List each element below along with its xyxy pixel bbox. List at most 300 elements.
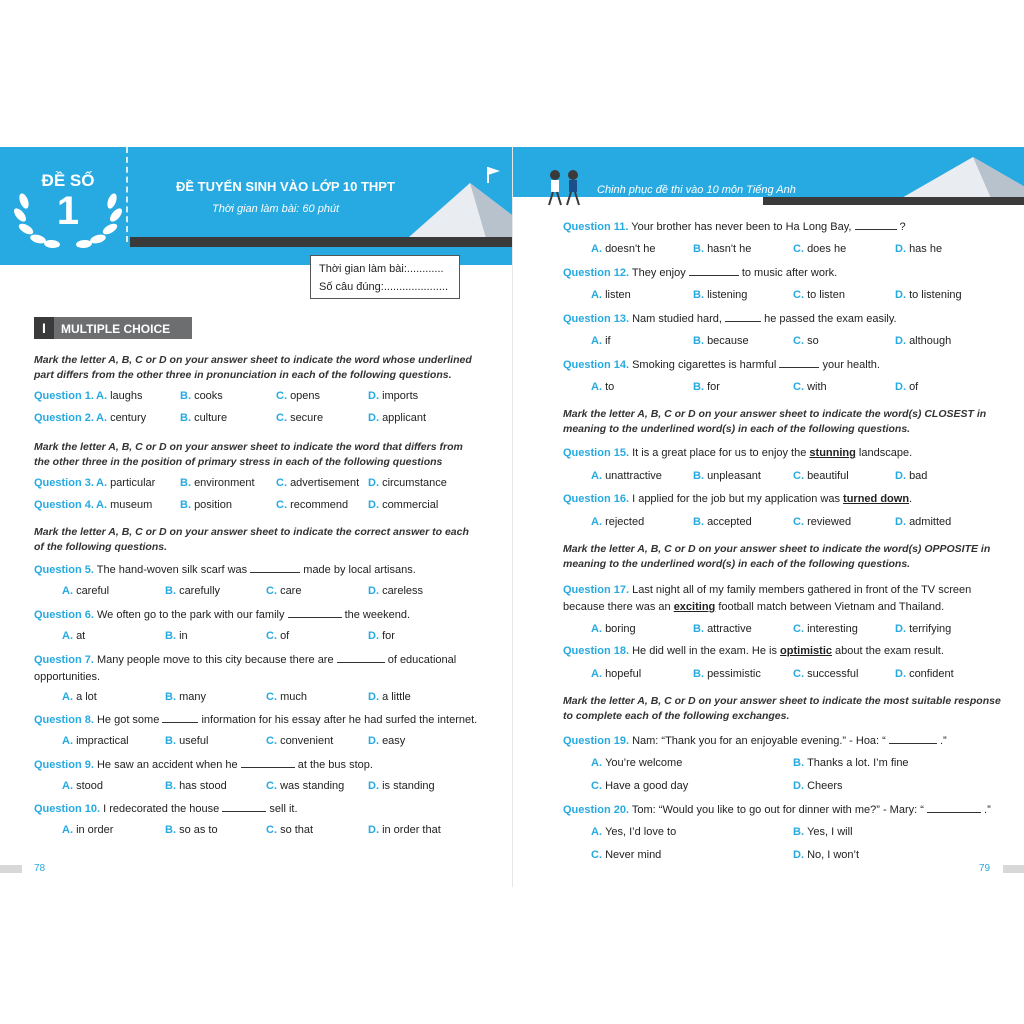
option-letter: B.	[180, 412, 195, 424]
question-2	[34, 412, 94, 424]
option-text: for	[382, 630, 395, 642]
header-dark-stripe	[130, 237, 512, 247]
option-text: bad	[909, 470, 928, 482]
option-letter: A.	[62, 691, 77, 703]
option-text: particular	[110, 477, 156, 489]
question-text: I applied for the job but my application was	[629, 493, 844, 505]
answer-blank	[250, 563, 300, 573]
option-letter: C.	[266, 585, 281, 597]
option-d[interactable]	[368, 477, 447, 489]
option-text: successful	[807, 668, 859, 680]
option-text: hasn't he	[707, 243, 752, 255]
option-letter: A.	[96, 499, 111, 511]
option-letter: B.	[165, 824, 180, 836]
option-text: unattractive	[605, 470, 662, 482]
option-text: museum	[110, 499, 153, 511]
option-c[interactable]	[266, 585, 301, 597]
mountain-icon	[893, 151, 1024, 203]
underlined-keyword: exciting	[673, 601, 716, 613]
answer-blank	[162, 713, 198, 723]
question-label: Question 2.	[34, 412, 94, 424]
option-d[interactable]	[895, 381, 918, 393]
option-text: Yes, I’d love to	[605, 826, 677, 838]
answer-blank	[889, 734, 937, 744]
option-b[interactable]	[693, 243, 751, 255]
option-c[interactable]	[793, 516, 851, 528]
option-letter: D.	[895, 623, 910, 635]
option-letter: C.	[793, 243, 808, 255]
exam-title: ĐỀ TUYỂN SINH VÀO LỚP 10 THPT	[176, 179, 395, 194]
option-a[interactable]	[591, 381, 614, 393]
option-text: applicant	[382, 412, 427, 424]
option-b[interactable]	[693, 623, 752, 635]
option-text: stood	[76, 780, 103, 792]
option-letter: A.	[591, 826, 606, 838]
option-d[interactable]	[368, 630, 395, 642]
question-1	[34, 390, 94, 402]
option-letter: D.	[895, 668, 910, 680]
option-text: rejected	[605, 516, 645, 528]
option-letter: C.	[793, 470, 808, 482]
option-c[interactable]	[793, 381, 827, 393]
question-text: I redecorated the house	[100, 803, 223, 815]
option-text: Thanks a lot. I’m fine	[807, 757, 909, 769]
option-d[interactable]	[793, 780, 843, 792]
option-a[interactable]	[591, 335, 611, 347]
option-letter: C.	[793, 335, 808, 347]
option-a[interactable]	[591, 623, 636, 635]
option-text: at	[76, 630, 86, 642]
option-letter: C.	[793, 289, 808, 301]
students-illustration-icon	[543, 169, 587, 209]
question-text: We often go to the park with our family	[93, 609, 288, 621]
option-c[interactable]	[266, 780, 344, 792]
option-letter: D.	[368, 824, 383, 836]
option-text: so	[807, 335, 819, 347]
answer-blank	[689, 266, 739, 276]
option-d[interactable]	[368, 824, 441, 836]
option-letter: C.	[266, 735, 281, 747]
option-text: is standing	[382, 780, 435, 792]
option-d[interactable]	[793, 849, 859, 861]
question-label: Question 10.	[34, 803, 101, 815]
option-letter: D.	[895, 381, 910, 393]
option-b[interactable]	[180, 412, 227, 424]
question-text-end: .”	[980, 804, 991, 816]
option-d[interactable]	[368, 390, 418, 402]
option-text: advertisement	[290, 477, 360, 489]
option-c[interactable]	[266, 735, 333, 747]
option-letter: B.	[793, 757, 808, 769]
option-letter: C.	[591, 780, 606, 792]
option-b[interactable]	[165, 780, 227, 792]
option-letter: A.	[591, 516, 606, 528]
option-text: has stood	[179, 780, 227, 792]
header-divider	[126, 147, 128, 242]
option-c[interactable]	[591, 849, 661, 861]
option-text: for	[707, 381, 720, 393]
option-text: cooks	[194, 390, 223, 402]
option-text: so that	[280, 824, 314, 836]
option-text: terrifying	[909, 623, 952, 635]
answer-blank	[222, 802, 266, 812]
underlined-keyword: turned down	[843, 493, 910, 505]
option-text: carefully	[179, 585, 221, 597]
option-letter: D.	[368, 499, 383, 511]
option-d[interactable]	[895, 623, 951, 635]
option-text: No, I won’t	[807, 849, 860, 861]
option-b[interactable]	[693, 470, 761, 482]
option-text: careless	[382, 585, 424, 597]
option-d[interactable]	[895, 516, 951, 528]
option-a[interactable]	[62, 585, 109, 597]
option-letter: C.	[793, 668, 808, 680]
option-letter: A.	[591, 335, 606, 347]
option-letter: B.	[693, 668, 708, 680]
option-letter: C.	[793, 381, 808, 393]
option-letter: C.	[591, 849, 606, 861]
option-c[interactable]	[266, 824, 313, 836]
option-c[interactable]	[276, 390, 320, 402]
option-letter: B.	[165, 691, 180, 703]
option-letter: D.	[793, 780, 808, 792]
option-text: easy	[382, 735, 406, 747]
option-letter: D.	[895, 335, 910, 347]
option-b[interactable]	[793, 757, 909, 769]
question-20	[563, 803, 991, 816]
option-letter: B.	[693, 470, 708, 482]
underlined-keyword: stunning	[809, 447, 856, 459]
exam-number: 1	[56, 189, 80, 233]
instruction-response: Mark the letter A, B, C or D on your answer sheet to indicate the most suitable response to complete each of the following exchanges.	[563, 695, 1001, 722]
option-b[interactable]	[165, 691, 206, 703]
question-label: Question 3.	[34, 477, 94, 489]
option-text: so as to	[179, 824, 218, 836]
question-text: Nam: “Thank you for an enjoyable evening.” - Hoa: “	[629, 735, 889, 747]
option-letter: D.	[368, 630, 383, 642]
option-letter: C.	[793, 516, 808, 528]
question-label: Question 18.	[563, 645, 630, 657]
option-c[interactable]	[266, 630, 289, 642]
option-letter: A.	[62, 735, 77, 747]
option-text: secure	[290, 412, 324, 424]
option-text: Never mind	[605, 849, 662, 861]
right-page	[512, 147, 1024, 887]
option-text: much	[280, 691, 307, 703]
option-letter: A.	[96, 412, 111, 424]
option-c[interactable]	[793, 289, 845, 301]
section-title: MULTIPLE CHOICE	[61, 322, 171, 336]
option-c[interactable]	[276, 499, 348, 511]
option-d[interactable]	[895, 243, 942, 255]
option-a[interactable]	[62, 780, 103, 792]
option-letter: A.	[62, 824, 77, 836]
option-c[interactable]	[793, 335, 819, 347]
option-text: of	[909, 381, 919, 393]
option-letter: A.	[591, 757, 606, 769]
option-b[interactable]	[693, 668, 761, 680]
option-d[interactable]	[368, 585, 423, 597]
question-16	[563, 493, 912, 505]
option-b[interactable]	[165, 735, 208, 747]
option-text: although	[909, 335, 952, 347]
option-a[interactable]	[62, 691, 97, 703]
option-letter: D.	[895, 289, 910, 301]
option-text: of	[280, 630, 290, 642]
option-letter: B.	[165, 780, 180, 792]
option-text: position	[194, 499, 232, 511]
question-13	[563, 312, 897, 325]
option-b[interactable]	[793, 826, 853, 838]
option-letter: C.	[266, 824, 281, 836]
option-a[interactable]	[591, 516, 644, 528]
option-a[interactable]	[62, 824, 113, 836]
option-d[interactable]	[895, 668, 954, 680]
question-text-end: the weekend.	[341, 609, 411, 621]
option-letter: B.	[180, 499, 195, 511]
section-number: I	[34, 317, 54, 339]
option-a[interactable]	[96, 477, 155, 489]
option-b[interactable]	[693, 381, 720, 393]
option-text: listen	[605, 289, 631, 301]
question-text: He did well in the exam. He is	[629, 645, 781, 657]
option-letter: C.	[276, 477, 291, 489]
option-text: with	[807, 381, 827, 393]
option-text: a lot	[76, 691, 97, 703]
option-letter: A.	[591, 289, 606, 301]
book-title: Chinh phục đề thi vào 10 môn Tiếng Anh	[597, 184, 796, 196]
question-text: Your brother has never been to Ha Long Bay,	[628, 221, 855, 233]
question-label: Question 12.	[563, 267, 630, 279]
option-text: environment	[194, 477, 255, 489]
option-a[interactable]	[591, 668, 641, 680]
question-10	[34, 802, 298, 815]
option-a[interactable]	[96, 499, 152, 511]
underlined-keyword: optimistic	[780, 645, 832, 657]
option-text: You’re welcome	[605, 757, 683, 769]
answer-blank	[855, 220, 897, 230]
question-8	[34, 713, 477, 726]
question-text: The hand-woven silk scarf was	[93, 564, 251, 576]
question-text-end: sell it.	[266, 803, 298, 815]
option-c[interactable]	[591, 780, 688, 792]
option-a[interactable]	[96, 390, 142, 402]
question-11	[563, 220, 906, 233]
option-letter: A.	[62, 780, 77, 792]
option-c[interactable]	[793, 470, 849, 482]
option-text: interesting	[807, 623, 858, 635]
option-text: careful	[76, 585, 110, 597]
question-text-end: landscape.	[855, 447, 913, 459]
option-text: doesn't he	[605, 243, 656, 255]
option-text: accepted	[707, 516, 752, 528]
answer-blank	[779, 358, 819, 368]
question-text-end: at the bus stop.	[294, 759, 373, 771]
question-label: Question 7.	[34, 654, 94, 666]
instruction-opposite: Mark the letter A, B, C or D on your answer sheet to indicate the word(s) OPPOSITE in meaning to the underlined word(s) in each of the following questions.	[563, 543, 991, 570]
option-text: admitted	[909, 516, 952, 528]
question-text-end: information for his essay after he had surfed the internet.	[198, 714, 478, 726]
option-letter: C.	[266, 630, 281, 642]
option-letter: B.	[165, 630, 180, 642]
option-a[interactable]	[96, 412, 146, 424]
option-b[interactable]	[165, 585, 220, 597]
option-a[interactable]	[591, 243, 655, 255]
option-letter: C.	[276, 499, 291, 511]
question-label: Question 16.	[563, 493, 630, 505]
option-letter: A.	[62, 585, 77, 597]
option-c[interactable]	[793, 668, 858, 680]
option-a[interactable]	[591, 289, 631, 301]
option-b[interactable]	[180, 499, 232, 511]
question-text-end: .	[909, 493, 913, 505]
option-b[interactable]	[693, 335, 749, 347]
option-a[interactable]	[62, 735, 129, 747]
option-d[interactable]	[895, 470, 927, 482]
option-b[interactable]	[165, 824, 218, 836]
option-b[interactable]	[165, 630, 188, 642]
option-text: century	[110, 412, 147, 424]
option-letter: A.	[96, 390, 111, 402]
book-spread	[0, 147, 1024, 887]
question-label: Question 20.	[563, 804, 630, 816]
option-b[interactable]	[180, 477, 255, 489]
option-letter: A.	[62, 630, 77, 642]
option-d[interactable]	[895, 335, 951, 347]
option-text: beautiful	[807, 470, 849, 482]
option-text: listening	[707, 289, 748, 301]
exam-number-label: ĐỀ SỐ	[41, 171, 95, 190]
option-text: Yes, I will	[807, 826, 853, 838]
question-text: They enjoy	[629, 267, 689, 279]
question-9	[34, 758, 373, 771]
option-d[interactable]	[368, 499, 438, 511]
option-letter: C.	[266, 691, 281, 703]
option-text: was standing	[280, 780, 345, 792]
question-5	[34, 563, 416, 576]
option-text: reviewed	[807, 516, 852, 528]
page-number: 78	[34, 863, 46, 874]
option-letter: D.	[368, 585, 383, 597]
option-text: to listening	[909, 289, 962, 301]
mountain-icon	[400, 165, 512, 245]
option-letter: D.	[368, 780, 383, 792]
question-text-end: ?	[896, 221, 906, 233]
option-d[interactable]	[895, 289, 962, 301]
option-letter: B.	[693, 623, 708, 635]
option-c[interactable]	[793, 623, 858, 635]
answer-blank	[337, 653, 385, 663]
question-label: Question 6.	[34, 609, 94, 621]
option-text: laughs	[110, 390, 143, 402]
option-letter: C.	[793, 623, 808, 635]
option-letter: D.	[368, 412, 383, 424]
instruction-stress: Mark the letter A, B, C or D on your answer sheet to indicate the word that differs from the other three in the position of primary stress in each of the following questions	[34, 441, 463, 468]
option-a[interactable]	[62, 630, 85, 642]
option-text: Cheers	[807, 780, 843, 792]
question-label: Question 8.	[34, 714, 94, 726]
option-text: has he	[909, 243, 943, 255]
option-text: recommend	[290, 499, 349, 511]
option-text: in order that	[382, 824, 441, 836]
question-4	[34, 499, 94, 511]
option-b[interactable]	[180, 390, 223, 402]
option-text: because	[707, 335, 749, 347]
question-label: Question 17.	[563, 584, 630, 596]
question-text: He got some	[93, 714, 163, 726]
question-text-end: he passed the exam easily.	[761, 313, 897, 325]
option-letter: B.	[693, 243, 708, 255]
option-letter: B.	[693, 335, 708, 347]
option-text: Have a good day	[605, 780, 689, 792]
option-c[interactable]	[276, 412, 323, 424]
option-text: circumstance	[382, 477, 447, 489]
option-text: commercial	[382, 499, 439, 511]
question-label: Question 11.	[563, 221, 629, 233]
answer-blank	[725, 312, 761, 322]
option-text: unpleasant	[707, 470, 761, 482]
option-c[interactable]	[793, 243, 846, 255]
option-d[interactable]	[368, 735, 405, 747]
question-text: Nam studied hard,	[629, 313, 726, 325]
option-text: many	[179, 691, 206, 703]
option-text: boring	[605, 623, 636, 635]
option-d[interactable]	[368, 412, 426, 424]
option-d[interactable]	[368, 691, 411, 703]
question-3	[34, 477, 94, 489]
option-letter: B.	[165, 585, 180, 597]
option-c[interactable]	[276, 477, 359, 489]
option-b[interactable]	[693, 289, 747, 301]
question-6	[34, 608, 410, 621]
answer-blank	[927, 803, 981, 813]
question-text-end: your health.	[819, 359, 880, 371]
option-letter: B.	[180, 477, 195, 489]
option-b[interactable]	[693, 516, 752, 528]
option-letter: D.	[368, 477, 383, 489]
option-letter: C.	[276, 390, 291, 402]
instruction-correct-answer: Mark the letter A, B, C or D on your answer sheet to indicate the correct answer to each of the following questions.	[34, 526, 469, 553]
option-d[interactable]	[368, 780, 435, 792]
option-letter: D.	[793, 849, 808, 861]
option-letter: A.	[591, 623, 606, 635]
option-letter: B.	[693, 289, 708, 301]
option-letter: B.	[180, 390, 195, 402]
question-label: Question 19.	[563, 735, 630, 747]
answer-blank	[241, 758, 295, 768]
option-text: opens	[290, 390, 321, 402]
option-text: in	[179, 630, 188, 642]
option-c[interactable]	[266, 691, 307, 703]
question-label: Question 1.	[34, 390, 94, 402]
option-text: to listen	[807, 289, 845, 301]
option-letter: D.	[368, 390, 383, 402]
option-text: if	[605, 335, 611, 347]
option-letter: D.	[895, 470, 910, 482]
question-label: Question 14.	[563, 359, 630, 371]
option-letter: C.	[266, 780, 281, 792]
option-a[interactable]	[591, 826, 676, 838]
question-label: Question 13.	[563, 313, 630, 325]
option-letter: D.	[895, 516, 910, 528]
option-letter: B.	[693, 516, 708, 528]
question-7	[34, 652, 462, 686]
section-header	[34, 317, 192, 339]
option-letter: B.	[693, 381, 708, 393]
option-a[interactable]	[591, 757, 682, 769]
option-a[interactable]	[591, 470, 662, 482]
option-text: to	[605, 381, 615, 393]
